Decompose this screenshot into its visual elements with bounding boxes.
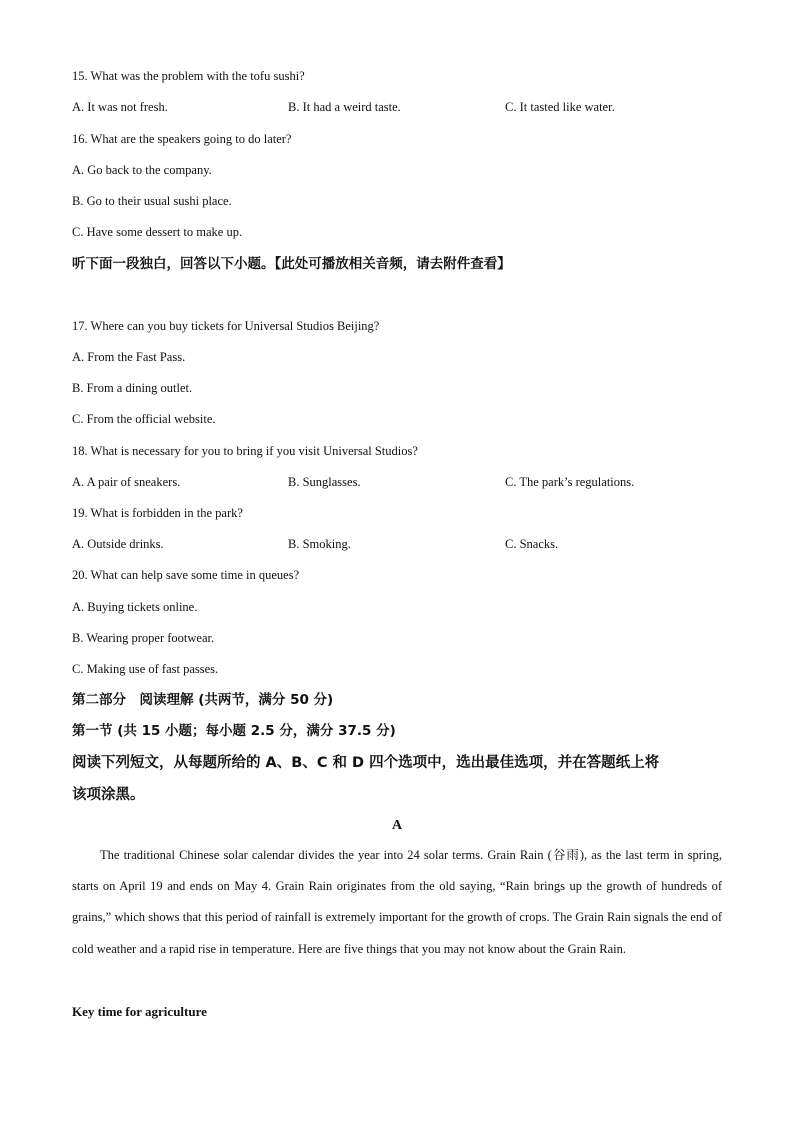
q20-option-a: A. Buying tickets online. [72, 600, 198, 614]
reading-instruction-line1: 阅读下列短文，从每题所给的 A、B、C 和 D 四个选项中，选出最佳选项，并在答题纸上将 [72, 755, 660, 771]
reading-instruction-line2: 该项涂黑。 [72, 787, 145, 803]
part2-heading: 第二部分 阅读理解 (共两节，满分 50 分) [72, 692, 334, 708]
q16-option-c: C. Have some dessert to make up. [72, 225, 243, 239]
passage-paragraph [72, 840, 722, 965]
question-16: 16. What are the speakers going to do later? [72, 132, 292, 146]
question-15: 15. What was the problem with the tofu sushi? [72, 69, 305, 83]
passage-text: The traditional Chinese solar calendar divides the year into 24 solar terms. Grain Rain (谷雨), as the last term in spring, starts on April 19 and ends on May 4. Grain Rain originates from the old saying, “Rain brings up the growth of hundreds of grains,” which shows that this period of rainfall is extremely important for the growth of crops. The Grain Rain signals the end of cold weather and a rapid rise in temperature. Here are five things that you may not know about the Grain Rain. [72, 848, 722, 956]
q17-option-c: C. From the official website. [72, 412, 216, 426]
q17-option-b: B. From a dining outlet. [72, 381, 193, 395]
q18-option-a: A. A pair of sneakers. [72, 475, 181, 489]
question-18: 18. What is necessary for you to bring if you visit Universal Studios? [72, 444, 418, 458]
question-19: 19. What is forbidden in the park? [72, 506, 243, 520]
monologue-instruction: 听下面一段独白，回答以下小题。【此处可播放相关音频，请去附件查看】 [72, 256, 511, 272]
q19-option-a: A. Outside drinks. [72, 537, 164, 551]
q15-option-b: B. It had a weird taste. [288, 100, 401, 114]
q18-option-b: B. Sunglasses. [288, 475, 361, 489]
q15-option-a: A. It was not fresh. [72, 100, 168, 114]
passage-label: A [391, 818, 403, 833]
q15-option-c: C. It tasted like water. [505, 100, 615, 114]
q19-option-b: B. Smoking. [288, 537, 351, 551]
q20-option-c: C. Making use of fast passes. [72, 662, 219, 676]
section1-heading: 第一节 (共 15 小题；每小题 2.5 分，满分 37.5 分) [72, 723, 396, 739]
q19-option-c: C. Snacks. [505, 537, 559, 551]
q16-option-b: B. Go to their usual sushi place. [72, 194, 232, 208]
q16-option-a: A. Go back to the company. [72, 163, 212, 177]
question-20: 20. What can help save some time in queues? [72, 568, 300, 582]
q18-option-c: C. The park’s regulations. [505, 475, 635, 489]
q20-option-b: B. Wearing proper footwear. [72, 631, 215, 645]
subheading: Key time for agriculture [72, 1004, 207, 1019]
q17-option-a: A. From the Fast Pass. [72, 350, 186, 364]
question-17: 17. Where can you buy tickets for Universal Studios Beijing? [72, 319, 380, 333]
